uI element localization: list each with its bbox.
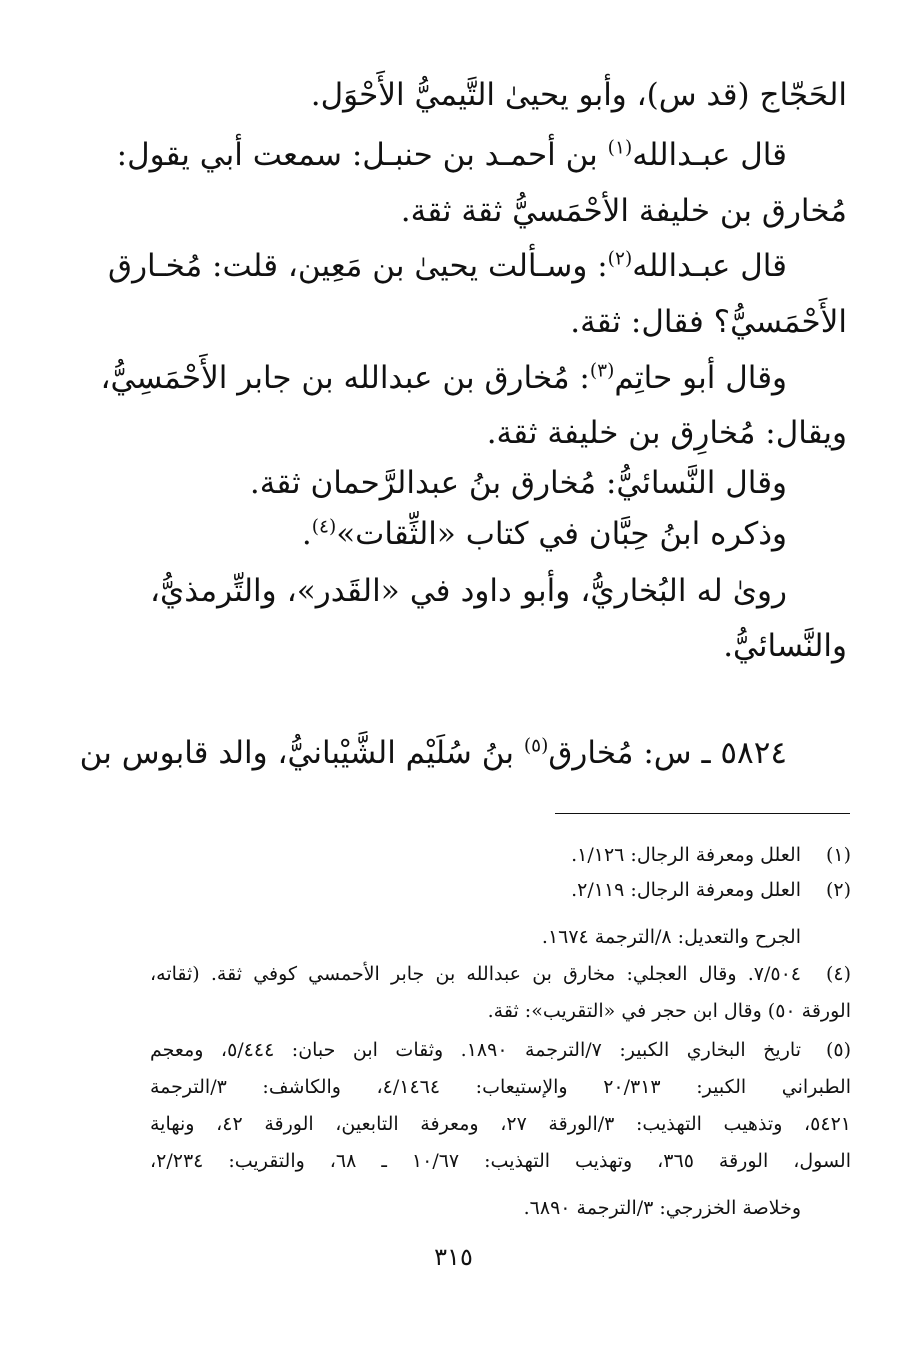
footnote-text: الطبراني الكبير: ٢٠/٣١٣ والإستيعاب: ٤/١٤٦٤، والكاشف: ٣/الترجمة — [150, 1076, 852, 1098]
body-line: قال عبـدالله$^{(٢)}$: وسـألت يحيىٰ بن مَعِين، قلت: مُخـارق — [108, 248, 787, 284]
footnote-separator — [555, 813, 850, 814]
footnote-text: العلل ومعرفة الرجال: ١/١٢٦. — [571, 844, 801, 866]
body-line: وقال أبو حاتِم$^{(٣)}$: مُخارق بن عبدالله بن جابر الأَحْمَسِيُّ، — [100, 360, 787, 396]
body-line: الحَجّاج (قد س)، وأبو يحيىٰ التَّيميُّ الأَحْوَل. — [310, 77, 847, 113]
entry-heading-line: ٥٨٢٤ ـ س: مُخارق$^{(٥)}$ بنُ سُلَيْم الشَّيْبانيُّ، والد قابوس بن — [79, 735, 787, 771]
body-line: مُخارق بن خليفة الأحْمَسيُّ ثقة ثقة. — [400, 193, 847, 229]
body-line: قال عبـدالله$^{(١)}$ بن أحمـد بن حنبـل: سمعت أبي يقول: — [116, 137, 787, 173]
footnote-text: الجرح والتعديل: ٨/الترجمة ١٦٧٤. — [541, 926, 801, 948]
footnote-text: العلل ومعرفة الرجال: ٢/١١٩. — [571, 879, 801, 901]
footnote-text: وخلاصة الخزرجي: ٣/الترجمة ٦٨٩٠. — [523, 1197, 801, 1219]
footnote-text: تاريخ البخاري الكبير: ٧/الترجمة ١٨٩٠. وثقات ابن حبان: ٥/٤٤٤، ومعجم — [150, 1039, 801, 1061]
body-line: وذكره ابنُ حِبَّان في كتاب «الثِّقات»$^{(٤)}$. — [301, 516, 787, 552]
footnote-number: (٥) — [825, 1039, 851, 1061]
body-line: وقال النَّسائيُّ: مُخارق بنُ عبدالرَّحمان ثقة. — [249, 465, 787, 501]
body-line: ويقال: مُخارِق بن خليفة ثقة. — [486, 415, 847, 451]
footnote-text: السول، الورقة ٣٦٥، وتهذيب التهذيب: ١٠/٦٧ ـ ٦٨، والتقريب: ٢/٢٣٤، — [150, 1150, 851, 1172]
footnote-number: (٤) — [825, 963, 851, 985]
body-line: والنَّسائيُّ. — [723, 628, 847, 664]
footnote-text: الورقة ٥٠) وقال ابن حجر في «التقريب»: ثقة. — [487, 1000, 851, 1022]
footnote-text: ٥٤٢١، وتذهيب التهذيب: ٣/الورقة ٢٧، ومعرفة التابعين، الورقة ٤٢، ونهاية — [150, 1113, 851, 1135]
footnote-number: (١) — [825, 844, 851, 866]
page-number: ٣١٥ — [434, 1243, 473, 1271]
body-line: الأَحْمَسيُّ؟ فقال: ثقة. — [570, 304, 847, 340]
body-line: روىٰ له البُخاريُّ، وأبو داود في «القَدر»، والتِّرمذيُّ، — [150, 573, 787, 609]
footnote-number: (٢) — [825, 879, 851, 901]
footnote-text: ٧/٥٠٤. وقال العجلي: مخارق بن عبدالله بن جابر الأحمسي كوفي ثقة. (ثقاته، — [150, 963, 801, 985]
